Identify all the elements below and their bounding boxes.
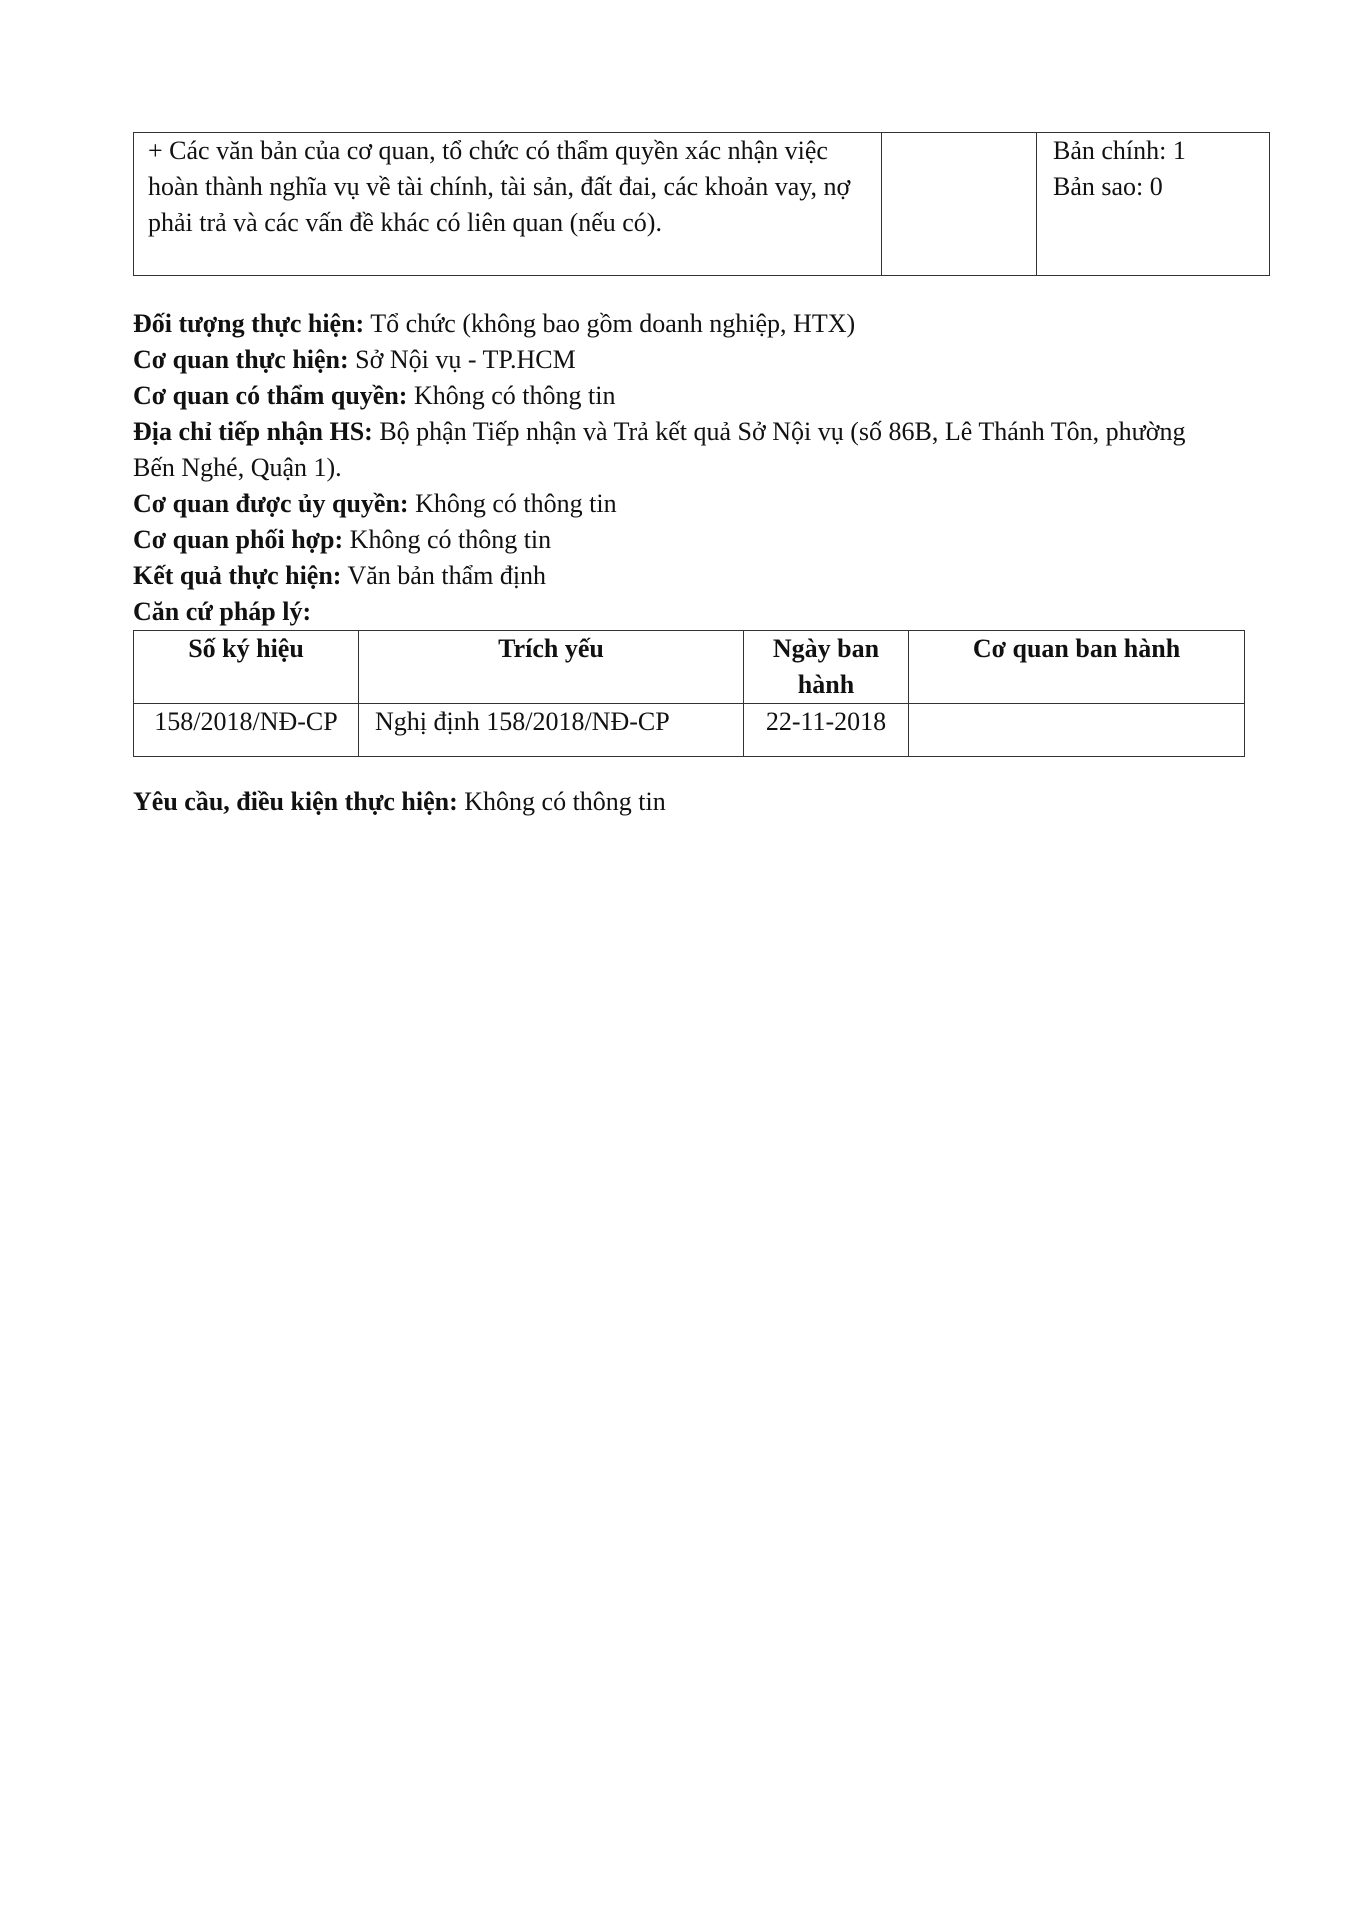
info-label: Cơ quan phối hợp:: [133, 525, 344, 554]
info-value: Bộ phận Tiếp nhận và Trả kết quả Sở Nội vụ (số 86B, Lê Thánh Tôn, phường Bến Nghé, Quận 1).: [133, 417, 1186, 482]
info-value: Không có thông tin: [407, 381, 616, 410]
header-co-quan-ban-hanh: Cơ quan ban hành: [909, 631, 1245, 704]
cell-ngay-ban-hanh: 22-11-2018: [744, 704, 909, 757]
info-value: Không có thông tin: [408, 489, 617, 518]
info-label: Căn cứ pháp lý:: [133, 597, 312, 626]
info-label: Kết quả thực hiện:: [133, 561, 342, 590]
info-label: Địa chỉ tiếp nhận HS:: [133, 417, 373, 446]
cell-so-ky-hieu: 158/2018/NĐ-CP: [134, 704, 359, 757]
info-label: Đối tượng thực hiện:: [133, 309, 365, 338]
cell-trich-yeu: Nghị định 158/2018/NĐ-CP: [359, 704, 744, 757]
header-trich-yeu: Trích yếu: [359, 631, 744, 704]
info-value: Không có thông tin: [343, 525, 552, 554]
info-dia-chi: [133, 414, 1233, 486]
info-can-cu: [133, 594, 1233, 630]
info-doi-tuong: [133, 306, 1233, 342]
table-header-row: [134, 631, 1245, 704]
info-value: Tổ chức (không bao gồm doanh nghiệp, HTX): [364, 309, 856, 338]
info-value: Văn bản thẩm định: [341, 561, 547, 590]
info-yeu-cau: [133, 784, 1233, 820]
info-co-quan-uy-quyen: [133, 486, 1233, 522]
info-label: Cơ quan có thẩm quyền:: [133, 381, 408, 410]
info-label: Cơ quan thực hiện:: [133, 345, 349, 374]
header-so-ky-hieu: Số ký hiệu: [134, 631, 359, 704]
cell-co-quan-ban-hanh: [909, 704, 1245, 757]
header-ngay-ban-hanh: Ngày ban hành: [744, 631, 909, 704]
table-row: [134, 133, 1270, 276]
document-form-cell: [882, 133, 1037, 276]
legal-basis-table: [133, 630, 1245, 757]
document-description-cell: + Các văn bản của cơ quan, tổ chức có thẩm quyền xác nhận việc hoàn thành nghĩa vụ về tài chính, tài sản, đất đai, các khoản vay, nợ phải trả và các vấn đề khác có liên quan (nếu có).: [134, 133, 882, 276]
original-count: Bản chính: 1: [1053, 136, 1186, 165]
copy-count: Bản sao: 0: [1053, 172, 1163, 201]
info-label: Cơ quan được ủy quyền:: [133, 489, 409, 518]
info-co-quan-phoi-hop: [133, 522, 1233, 558]
info-value: Sở Nội vụ - TP.HCM: [348, 345, 576, 374]
table-row: [134, 704, 1245, 757]
info-ket-qua: [133, 558, 1233, 594]
required-documents-table: [133, 132, 1270, 276]
info-value: Không có thông tin: [457, 787, 666, 816]
document-quantity-cell: [1037, 133, 1270, 276]
info-label: Yêu cầu, điều kiện thực hiện:: [133, 787, 458, 816]
info-co-quan-tham-quyen: [133, 378, 1233, 414]
info-co-quan-thuc-hien: [133, 342, 1233, 378]
